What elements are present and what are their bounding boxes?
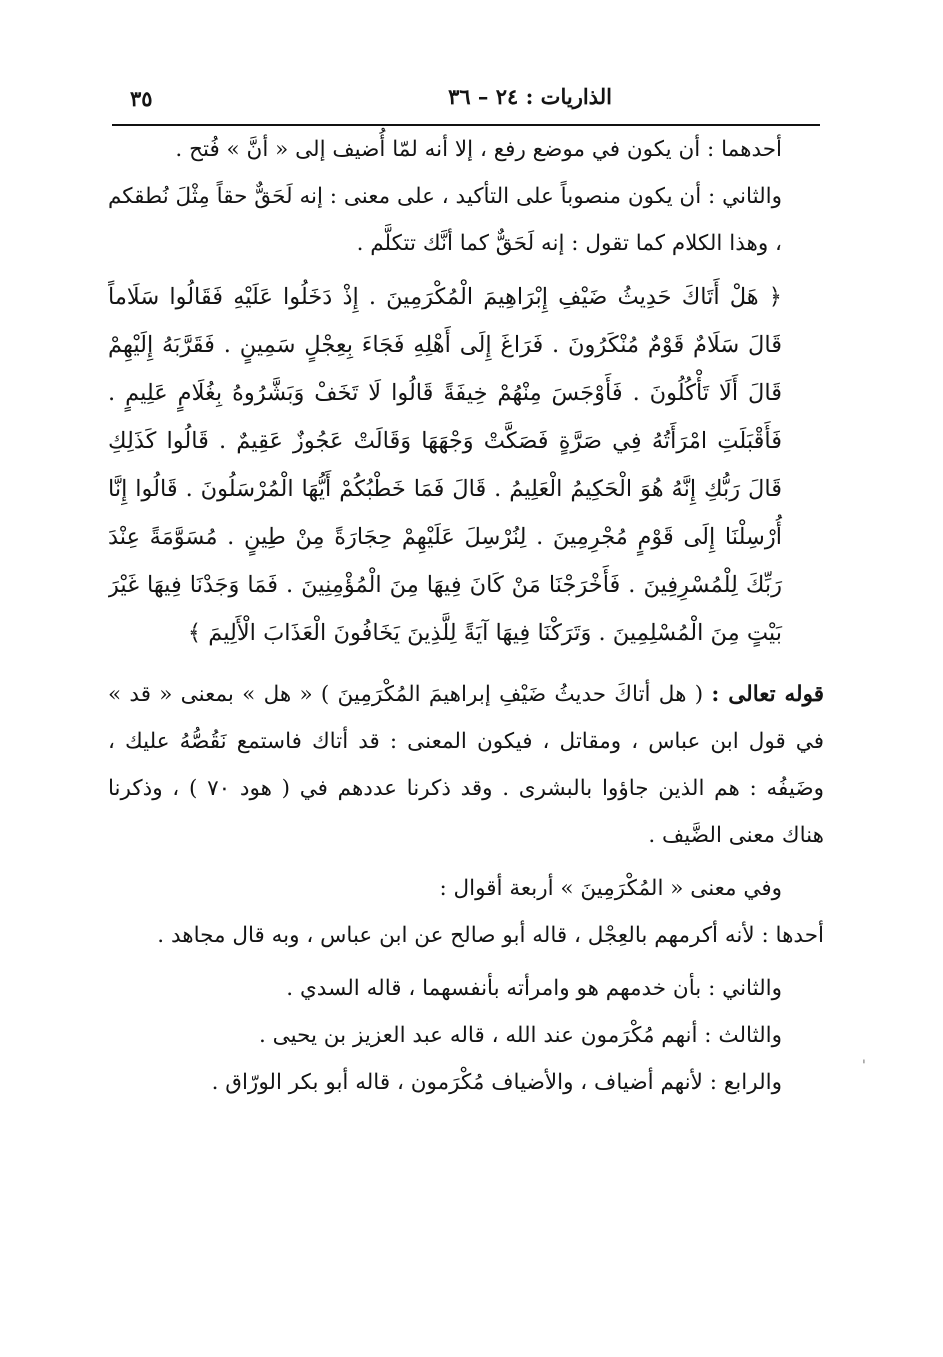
paragraph-first-opinion: أحدهما : أن يكون في موضع رفع ، إلا أنه لمّا أُضيف إلى « أنَّ » فُتح . bbox=[175, 137, 782, 162]
page-number: ٣٥ bbox=[130, 86, 153, 111]
paragraph-meaning-one: أحدها : لأنه أكرمهم بالعِجْل ، قاله أبو صالح عن ابن عباس ، وبه قال مجاهد . bbox=[157, 923, 824, 948]
paragraph-meaning-three: والثالث : أنهم مُكْرَمون عند الله ، قاله عبد العزيز بن يحيى . bbox=[259, 1023, 782, 1048]
page-body bbox=[108, 126, 824, 1296]
quran-passage: ﴿ هَلْ أَتَاكَ حَدِيثُ ضَيْفِ إِبْرَاهِيمَ الْمُكْرَمِينَ . إِذْ دَخَلُوا عَلَيْهِ فَقَالُوا سَلَاماً قَالَ سَلَامٌ قَوْمٌ مُنْكَرُونَ . فَرَاغَ إِلَى أَهْلِهِ فَجَاءَ بِعِجْلٍ سَمِينٍ . فَقَرَّبَهُ إِلَيْهِمْ قَالَ أَلَا تَأْكُلُونَ . فَأَوْجَسَ مِنْهُمْ خِيفَةً قَالُوا لَا تَخَفْ وَبَشَّرُوهُ بِغُلَامٍ عَلِيمٍ . فَأَقْبَلَتِ امْرَأَتُهُ فِي صَرَّةٍ فَصَكَّتْ وَجْهَهَا وَقَالَتْ عَجُوزٌ عَقِيمٌ . قَالُوا كَذَلِكِ قَالَ رَبُّكِ إِنَّهُ هُوَ الْحَكِيمُ الْعَلِيمُ . قَالَ فَمَا خَطْبُكُمْ أَيُّهَا الْمُرْسَلُونَ . قَالُوا إِنَّا أُرْسِلْنَا إِلَى قَوْمٍ مُجْرِمِينَ . لِنُرْسِلَ عَلَيْهِمْ حِجَارَةً مِنْ طِينٍ . مُسَوَّمَةً عِنْدَ رَبِّكَ لِلْمُسْرِفِينَ . فَأَخْرَجْنَا مَنْ كَانَ فِيهَا مِنَ الْمُؤْمِنِينَ . فَمَا وَجَدْنَا فِيهَا غَيْرَ بَيْتٍ مِنَ الْمُسْلِمِينَ . وَتَرَكْنَا فِيهَا آيَةً لِلَّذِينَ يَخَافُونَ الْعَذَابَ الْأَلِيمَ ﴾ bbox=[108, 284, 782, 646]
commentary-text: ( هل أتاكَ حديثُ ضَيْفِ إبراهيمَ المُكْرَمِينَ ) « هل » بمعنى « قد » في قول ابن عباس ، ومقاتل ، فيكون المعنى : قد أتاك فاستمع نَقُصُّهُ عليك ، وضَيفُه : هم الذين جاؤوا بالبشرى . وقد ذكرنا عددهم في ( هود ٧٠ ) ، وذكرنا هناك معنى الضَّيف . bbox=[108, 682, 824, 848]
commentary-paragraph bbox=[108, 671, 824, 859]
paragraph-meaning-four: والرابع : لأنهم أضياف ، والأضياف مُكْرَمون ، قاله أبو بكر الورّاق . bbox=[211, 1070, 782, 1095]
paragraph-second-opinion: والثاني : أن يكون منصوباً على التأكيد ، على معنى : إنه لَحَقٌّ حقاً مِثْلَ نُطقكم ، وهذا الكلام كما تقول : إنه لَحَقٌّ كما أنَّك تتكلَّم . bbox=[108, 184, 782, 256]
page-header bbox=[100, 78, 828, 118]
margin-tick-mark: ' bbox=[862, 1058, 866, 1074]
paragraph-meanings-intro: وفي معنى « المُكْرَمِينَ » أربعة أقوال : bbox=[439, 876, 782, 901]
commentary-label: قوله تعالى : bbox=[711, 682, 824, 707]
paragraph-meaning-two: والثاني : بأن خدمهم هو وامرأته بأنفسهما ، قاله السدي . bbox=[286, 976, 782, 1001]
running-title: الذاريات : ٢٤ – ٣٦ bbox=[448, 84, 612, 109]
